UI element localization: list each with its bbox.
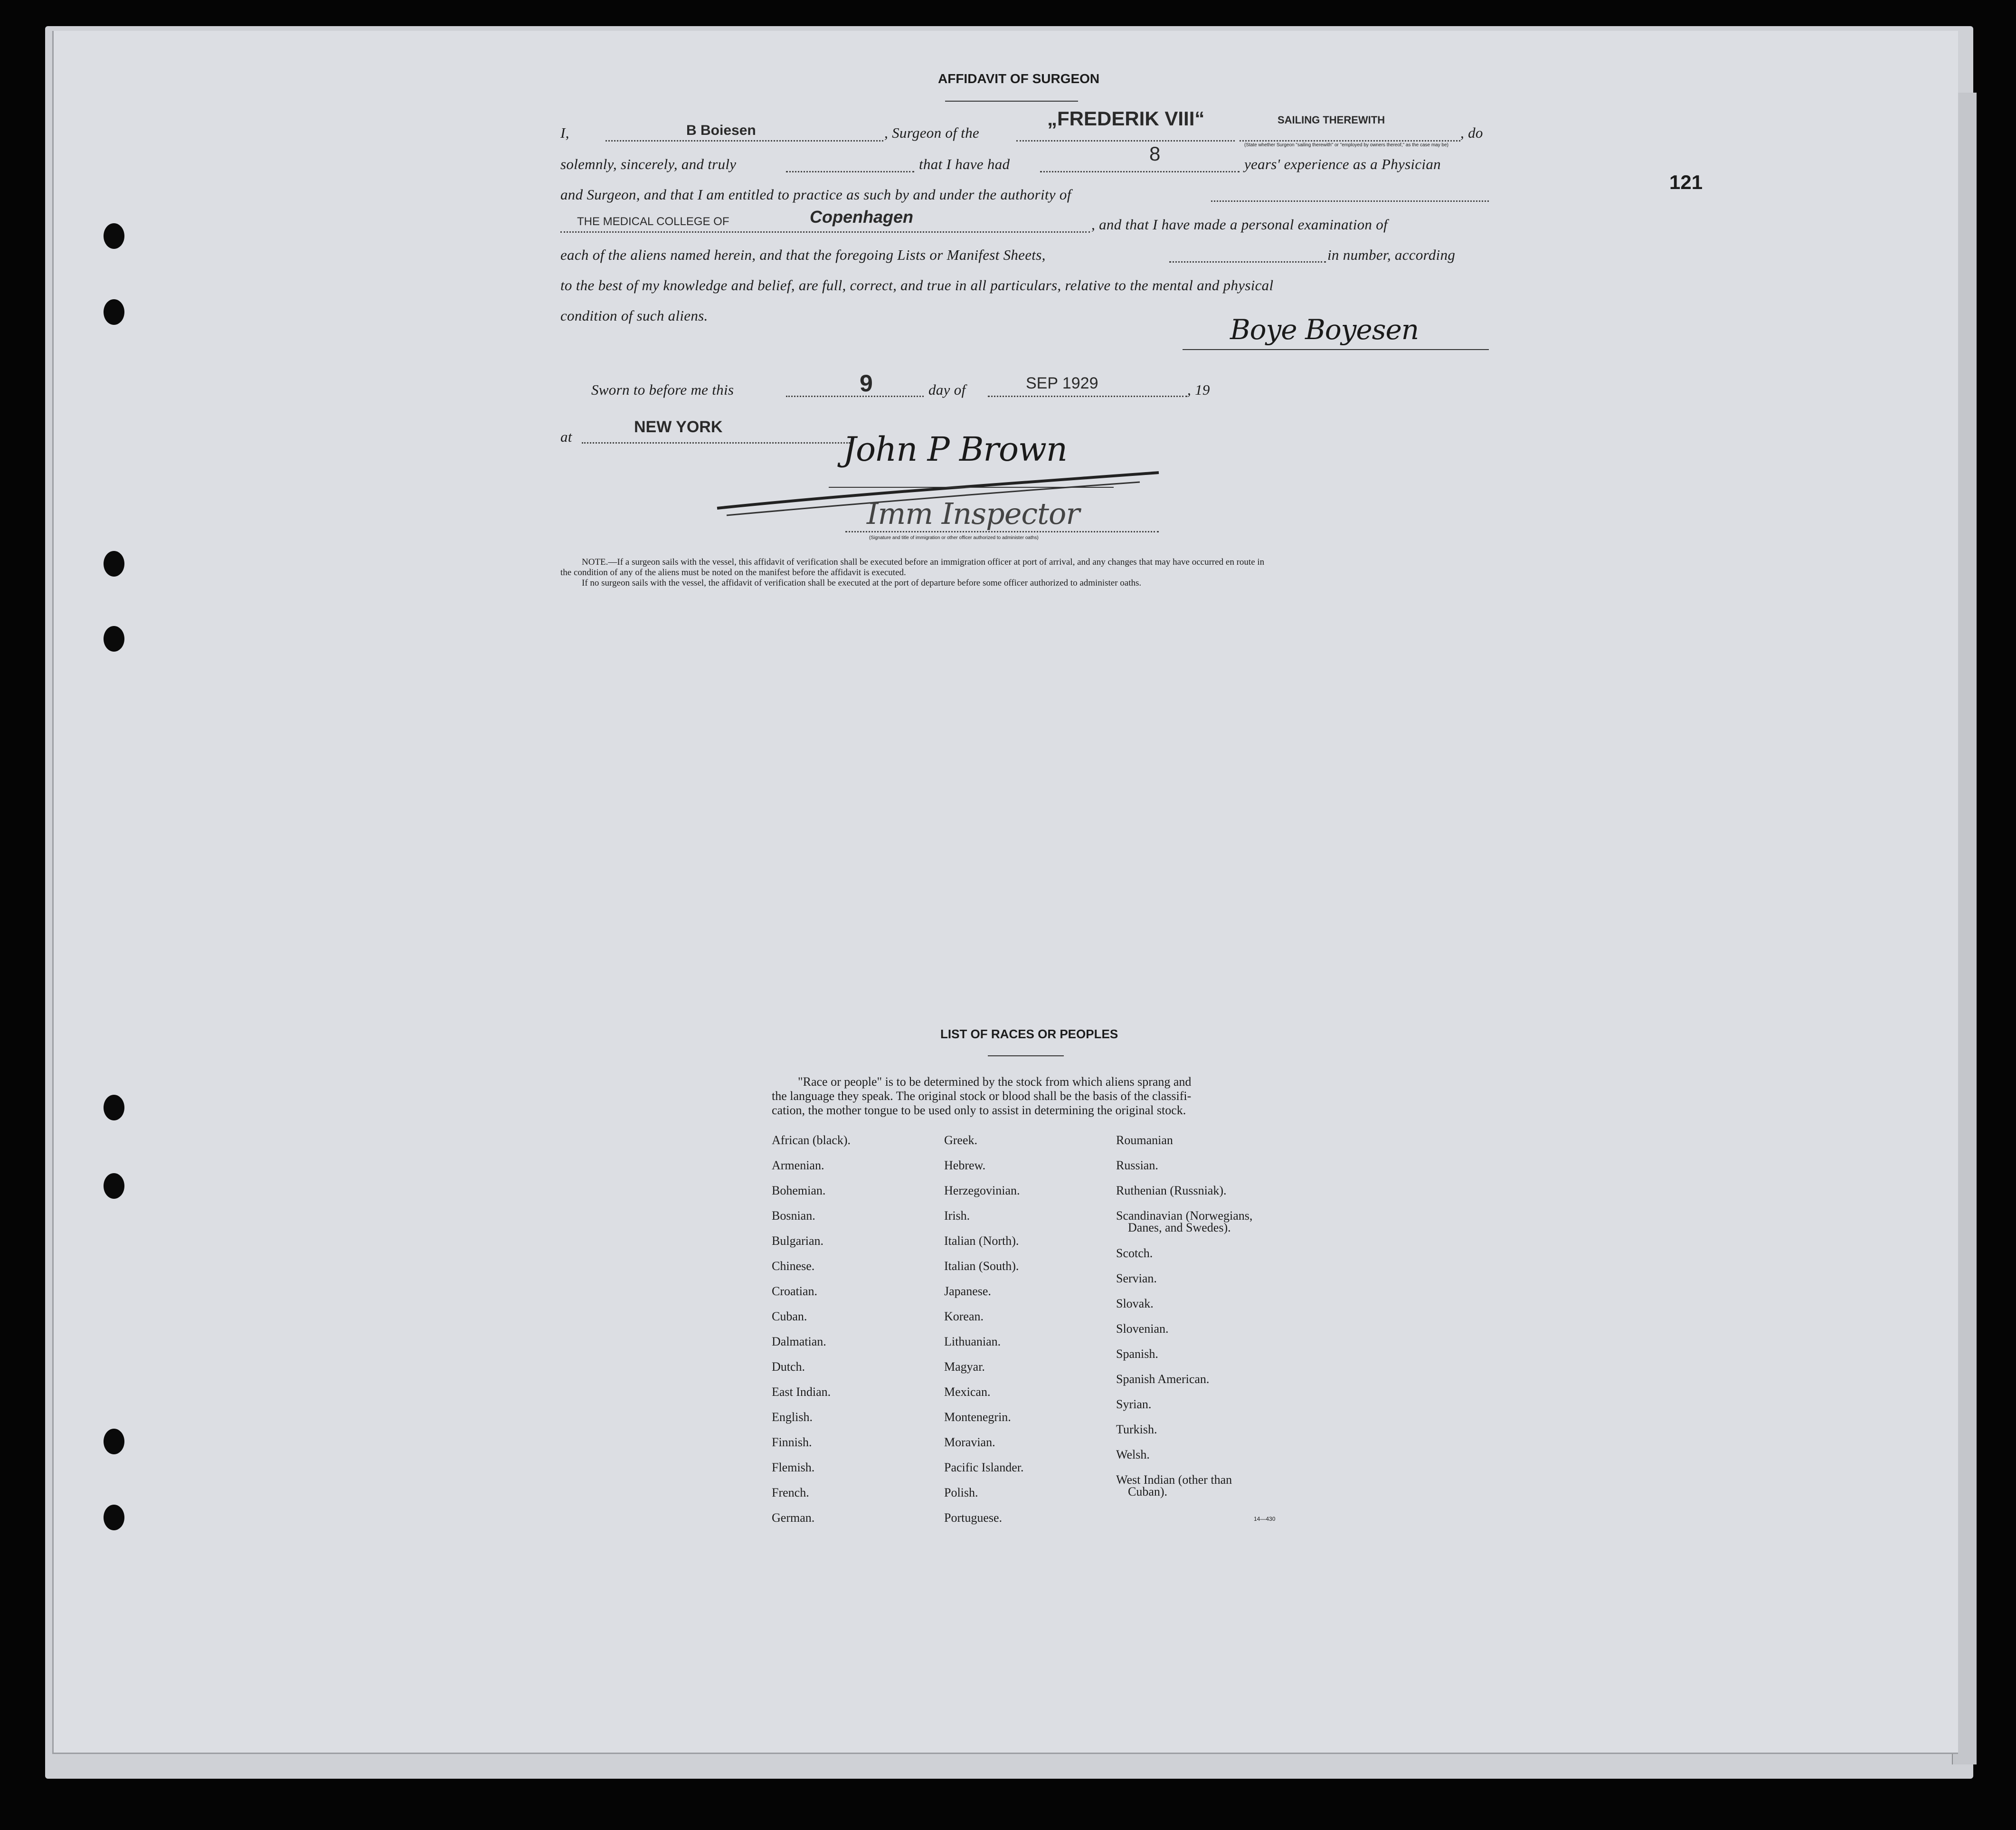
races-intro-1: "Race or people" is to be determined by the stock from which aliens sprang and bbox=[798, 1075, 1192, 1089]
binder-hole bbox=[104, 1429, 124, 1454]
race-item: Hebrew. bbox=[944, 1158, 986, 1172]
affidavit-line2-c: years' experience as a Physician bbox=[1244, 156, 1441, 172]
surgeon-status: SAILING THEREWITH bbox=[1278, 114, 1385, 126]
title-underline bbox=[945, 101, 1078, 102]
surgeon-name-line bbox=[606, 140, 883, 142]
surgeon-signature-line bbox=[1183, 349, 1489, 350]
officer-signature: John P Brown bbox=[843, 430, 1068, 469]
race-item: Greek. bbox=[944, 1133, 978, 1147]
race-item: Slovak. bbox=[1116, 1297, 1154, 1310]
race-item: English. bbox=[772, 1410, 813, 1424]
year-label: , 19 bbox=[1187, 381, 1210, 398]
race-item: French. bbox=[772, 1486, 809, 1499]
race-item: Italian (South). bbox=[944, 1259, 1019, 1273]
binder-hole bbox=[104, 626, 124, 652]
race-item: Polish. bbox=[944, 1486, 978, 1499]
race-item: Montenegrin. bbox=[944, 1410, 1011, 1424]
affidavit-line5-b: in number, according bbox=[1327, 247, 1456, 263]
binder-hole bbox=[104, 551, 124, 577]
note-line-3: If no surgeon sails with the vessel, the affidavit of verification shall be executed at the port of departure before some officer authorized to administer oaths. bbox=[582, 578, 1142, 588]
race-item: German. bbox=[772, 1511, 815, 1525]
affidavit-line7: condition of such aliens. bbox=[560, 307, 708, 324]
binder-hole bbox=[104, 1095, 124, 1120]
race-item: Ruthenian (Russniak). bbox=[1116, 1184, 1227, 1197]
race-item: Korean. bbox=[944, 1309, 984, 1323]
binder-hole bbox=[104, 1173, 124, 1199]
races-title-underline bbox=[988, 1055, 1064, 1056]
surgeon-signature: Boye Boyesen bbox=[1230, 313, 1419, 346]
affidavit-line4-rest: , and that I have made a personal examination of bbox=[1091, 216, 1388, 233]
races-title: LIST OF RACES OR PEOPLES bbox=[940, 1027, 1118, 1041]
race-item: Irish. bbox=[944, 1209, 970, 1223]
sworn-day-line bbox=[786, 396, 924, 397]
authority-city: Copenhagen bbox=[810, 207, 914, 227]
authority-line-1 bbox=[1211, 200, 1489, 202]
race-item: Flemish. bbox=[772, 1460, 815, 1474]
sworn-date: SEP 1929 bbox=[1026, 374, 1098, 392]
note-line-2: the condition of any of the aliens must be noted on the manifest before the affidavit is executed. bbox=[560, 568, 906, 578]
race-item: Roumanian bbox=[1116, 1133, 1173, 1147]
race-item: Spanish. bbox=[1116, 1347, 1158, 1361]
race-item: Danes, and Swedes). bbox=[1128, 1221, 1231, 1234]
surgeon-name: B Boiesen bbox=[686, 123, 756, 138]
authority-printed: THE MEDICAL COLLEGE OF bbox=[577, 215, 729, 228]
race-item: Moravian. bbox=[944, 1435, 995, 1449]
race-item: Welsh. bbox=[1116, 1448, 1150, 1461]
races-intro-3: cation, the mother tongue to be used only to assist in determining the original stock. bbox=[772, 1103, 1186, 1117]
race-item: Pacific Islander. bbox=[944, 1460, 1024, 1474]
race-item: Japanese. bbox=[944, 1284, 991, 1298]
status-note: (State whether Surgeon "sailing therewith" or "employed by owners thereof," as the case may be) bbox=[1244, 142, 1448, 148]
race-item: Syrian. bbox=[1116, 1397, 1152, 1411]
place-line bbox=[582, 442, 850, 444]
affidavit-line2-b: that I have had bbox=[919, 156, 1010, 172]
race-item: Chinese. bbox=[772, 1259, 815, 1273]
race-item: Turkish. bbox=[1116, 1422, 1157, 1436]
race-item: Bulgarian. bbox=[772, 1234, 824, 1248]
sworn-day: 9 bbox=[860, 370, 873, 397]
officer-signature-line bbox=[829, 487, 1114, 488]
affidavit-i: I, bbox=[560, 124, 569, 141]
affidavit-line2-a: solemnly, sincerely, and truly bbox=[560, 156, 737, 172]
race-item: Mexican. bbox=[944, 1385, 991, 1399]
sworn-month-line bbox=[988, 396, 1187, 397]
race-item: Scandinavian (Norwegians, bbox=[1116, 1209, 1253, 1223]
race-item: Magyar. bbox=[944, 1360, 985, 1374]
race-item: Russian. bbox=[1116, 1158, 1158, 1172]
race-item: Portuguese. bbox=[944, 1511, 1003, 1525]
affidavit-title: AFFIDAVIT OF SURGEON bbox=[938, 71, 1100, 86]
do-label: , do bbox=[1460, 124, 1483, 141]
note-line-1: NOTE.—If a surgeon sails with the vessel, this affidavit of verification shall be executed before an immigration officer at port of arrival, and any changes that may have occurred en route in bbox=[582, 557, 1265, 567]
years-line bbox=[1040, 171, 1240, 172]
form-number: 14—430 bbox=[1254, 1516, 1276, 1522]
race-item: Spanish American. bbox=[1116, 1372, 1210, 1386]
race-item: Dutch. bbox=[772, 1360, 805, 1374]
sheets-count-line bbox=[1169, 261, 1326, 263]
sworn-label: Sworn to before me this bbox=[591, 381, 734, 398]
page-number: 121 bbox=[1669, 171, 1703, 193]
race-item: Bohemian. bbox=[772, 1184, 826, 1197]
binder-hole bbox=[104, 1505, 124, 1530]
race-item: Croatian. bbox=[772, 1284, 818, 1298]
race-item: West Indian (other than bbox=[1116, 1473, 1232, 1487]
races-intro-2: the language they speak. The original stock or blood shall be the basis of the classifi- bbox=[772, 1089, 1192, 1103]
race-item: Italian (North). bbox=[944, 1234, 1019, 1248]
race-item: Armenian. bbox=[772, 1158, 824, 1172]
race-item: Herzegovinian. bbox=[944, 1184, 1020, 1197]
race-item: Lithuanian. bbox=[944, 1335, 1001, 1348]
sworn-place: NEW YORK bbox=[634, 418, 723, 436]
ship-name: „FREDERIK VIII“ bbox=[1047, 107, 1205, 130]
race-item: Cuban. bbox=[772, 1309, 807, 1323]
binder-hole bbox=[104, 299, 124, 325]
officer-title-line bbox=[845, 531, 1159, 532]
oath-line bbox=[786, 171, 914, 172]
race-item: East Indian. bbox=[772, 1385, 831, 1399]
affidavit-line3: and Surgeon, and that I am entitled to practice as such by and under the authority of bbox=[560, 186, 1071, 203]
race-item: Servian. bbox=[1116, 1271, 1157, 1285]
race-item: African (black). bbox=[772, 1133, 851, 1147]
binder-hole bbox=[104, 223, 124, 249]
race-item: Scotch. bbox=[1116, 1246, 1153, 1260]
race-item: Dalmatian. bbox=[772, 1335, 826, 1348]
day-of-label: day of bbox=[928, 381, 966, 398]
affidavit-line5-a: each of the aliens named herein, and that the foregoing Lists or Manifest Sheets, bbox=[560, 247, 1046, 263]
at-label: at bbox=[560, 428, 572, 445]
race-item: Bosnian. bbox=[772, 1209, 815, 1223]
officer-caption: (Signature and title of immigration or other officer authorized to administer oaths) bbox=[869, 535, 1039, 540]
surgeon-of-label: , Surgeon of the bbox=[884, 124, 979, 141]
race-item: Slovenian. bbox=[1116, 1322, 1169, 1336]
officer-title: Imm Inspector bbox=[867, 496, 1080, 531]
affidavit-line6: to the best of my knowledge and belief, are full, correct, and true in all particulars, relative to the mental and physical bbox=[560, 277, 1274, 294]
race-item: Cuban). bbox=[1128, 1485, 1168, 1498]
status-line bbox=[1240, 140, 1460, 142]
authority-line-2 bbox=[560, 231, 1090, 233]
ship-line bbox=[1016, 140, 1235, 142]
race-item: Finnish. bbox=[772, 1435, 812, 1449]
years-experience: 8 bbox=[1149, 142, 1161, 165]
